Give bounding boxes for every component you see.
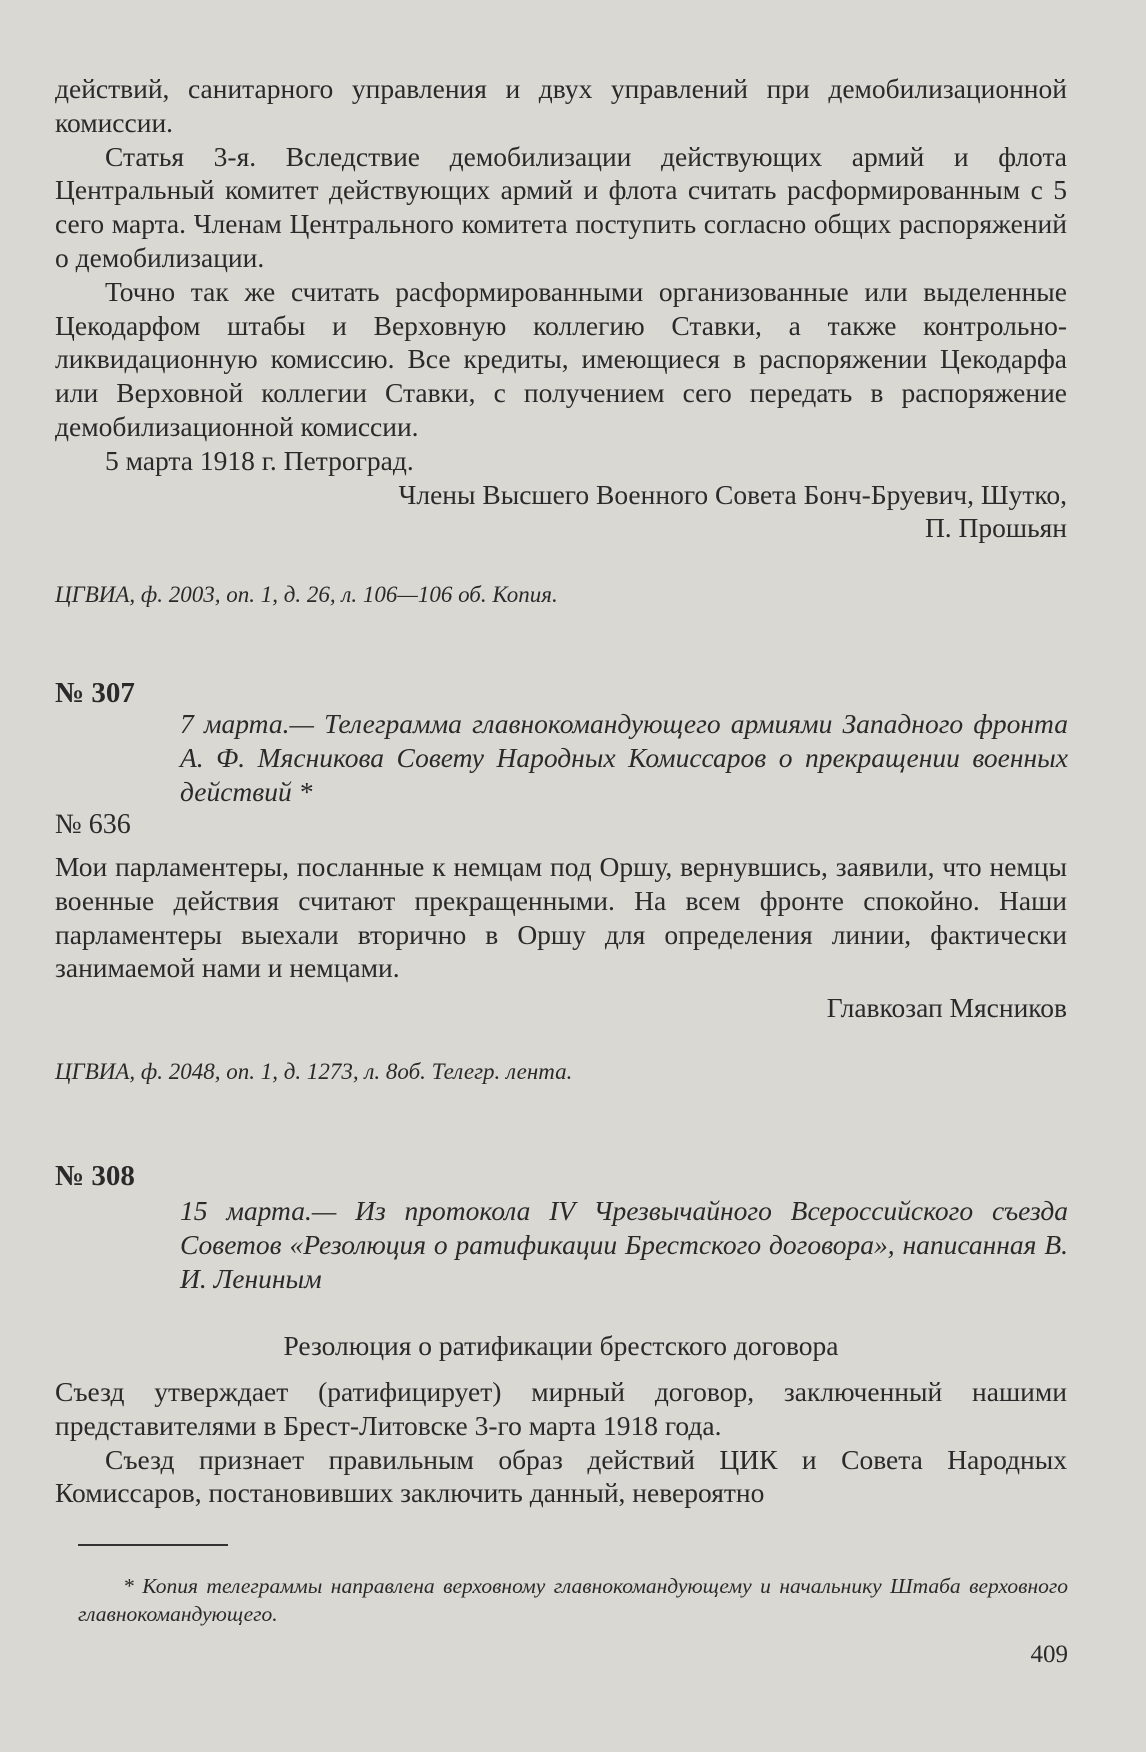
resolution-body — [55, 1375, 1067, 1510]
document-number-308: № 308 — [55, 1160, 135, 1192]
telegram-number: № 636 — [55, 809, 131, 840]
archive-citation-2: ЦГВИА, ф. 2048, оп. 1, д. 1273, л. 8об. Телегр. лента. — [55, 1059, 573, 1084]
intro-paragraph-1: действий, санитарного управления и двух управлений при демобилизационной комиссии. — [55, 73, 1067, 138]
footnote-divider — [78, 1544, 228, 1546]
archive-citation-1: ЦГВИА, ф. 2003, оп. 1, д. 26, л. 106—106 об. Копия. — [55, 582, 558, 607]
resolution-title: Резолюция о ратификации брестского договора — [283, 1330, 839, 1361]
resolution-paragraph-1: Съезд утверждает (ратифицирует) мирный договор, заключенный нашими представителями в Брест-Литовске 3-го марта 1918 года. — [55, 1376, 1067, 1441]
page-number: 409 — [1030, 1641, 1068, 1668]
document-number-307: № 307 — [55, 677, 135, 709]
document-307-header-text: 7 марта.— Телеграмма главнокомандующего армиями Западного фронта А. Ф. Мясникова Совету Народных Комиссаров о прекращении военных действий * — [180, 708, 1068, 807]
resolution-paragraph-2: Съезд признает правильным образ действий ЦИК и Совета Народных Комиссаров, постановивших заключить данный, невероятно — [55, 1443, 1067, 1509]
document-308-header-text: 15 марта.— Из протокола IV Чрезвычайного Всероссийского съезда Советов «Резолюция о ратификации Брестского договора», написанная В. И. Лениным — [180, 1195, 1068, 1294]
footnote — [78, 1572, 1068, 1628]
signatories-line-2: П. Прошьян — [924, 512, 1067, 544]
telegram-text: Мои парламентеры, посланные к немцам под Оршу, вернувшись, заявили, что немцы военные действия считают прекращенными. На всем фронте спокойно. Наши парламентеры выехали вторично в Оршу для определения линии, фактически занимаемой нами и немцами. — [55, 851, 1067, 984]
intro-section — [55, 72, 1067, 545]
intro-paragraph-3: Точно так же считать расформированными организованные или выделенные Цекодарфом штабы и Верховную коллегию Ставки, а также контрольно-ликвидационную комиссию. Все кредиты, имеющиеся в распоряжении Цекодарфа или Верховной коллегии Ставки, с получением сего передать в распоряжение демобилизационной комиссии. — [55, 275, 1067, 442]
signatories: Члены Высшего Военного Совета Бонч-Бруевич, Шутко, — [398, 478, 1067, 510]
document-date: 5 марта 1918 г. Петроград. — [105, 444, 414, 476]
document-308-header — [180, 1194, 1068, 1295]
footnote-text: * Копия телеграммы направлена верховному главнокомандующему и начальнику Штаба верховного главнокомандующего. — [78, 1574, 1068, 1626]
document-307-header — [180, 707, 1068, 808]
document-307-body — [55, 850, 1067, 1025]
article-3-paragraph: Статья 3-я. Вследствие демобилизации действующих армий и флота Центральный комитет действующих армий и флота считать расформированным с 5 сего марта. Членам Центрального комитета поступить согласно общих распоряжений о демобилизации. — [55, 140, 1067, 273]
telegram-signature: Главкозап Мясников — [826, 992, 1067, 1024]
